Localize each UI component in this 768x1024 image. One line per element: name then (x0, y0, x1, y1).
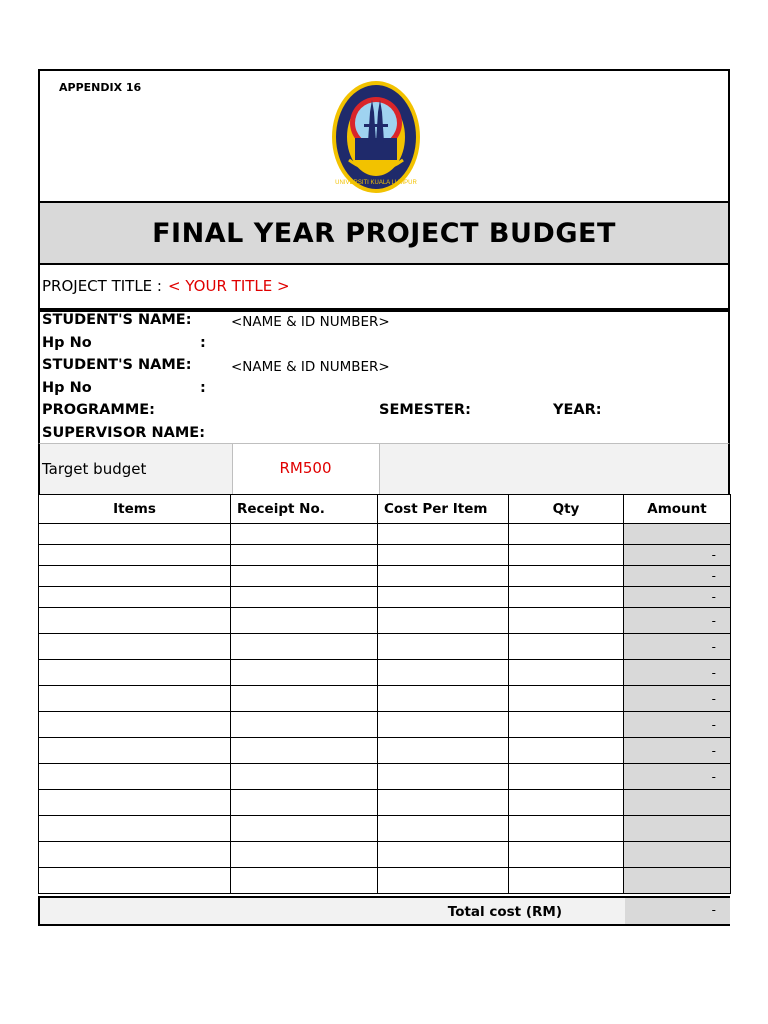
amount-cell: - (624, 686, 731, 712)
amount-cell (624, 524, 731, 545)
table-row (39, 816, 731, 842)
qty-cell[interactable] (509, 790, 624, 816)
receipt-cell[interactable] (231, 608, 378, 634)
year-label: YEAR: (553, 402, 602, 418)
item-cell[interactable] (39, 738, 231, 764)
qty-cell[interactable] (509, 524, 624, 545)
item-cell[interactable] (39, 816, 231, 842)
item-cell[interactable] (39, 790, 231, 816)
cost-cell[interactable] (378, 764, 509, 790)
cost-cell[interactable] (378, 634, 509, 660)
cost-cell[interactable] (378, 738, 509, 764)
cost-cell[interactable] (378, 587, 509, 608)
project-title-value[interactable]: < YOUR TITLE > (168, 277, 290, 295)
item-cell[interactable] (39, 634, 231, 660)
amount-cell: - (624, 608, 731, 634)
budget-form (38, 69, 730, 926)
amount-cell: - (624, 634, 731, 660)
university-logo-icon (331, 80, 421, 194)
project-title-label: PROJECT TITLE : (42, 277, 162, 295)
item-cell[interactable] (39, 608, 231, 634)
supervisor-label: SUPERVISOR NAME: (42, 425, 206, 441)
table-row (39, 608, 731, 634)
cost-cell[interactable] (378, 712, 509, 738)
target-budget-row (38, 443, 730, 495)
item-cell[interactable] (39, 566, 231, 587)
hp2-colon: : (200, 380, 206, 396)
divider (379, 444, 380, 494)
item-cell[interactable] (39, 842, 231, 868)
item-cell[interactable] (39, 545, 231, 566)
amount-cell: - (624, 545, 731, 566)
table-row (39, 842, 731, 868)
qty-cell[interactable] (509, 634, 624, 660)
receipt-cell[interactable] (231, 790, 378, 816)
receipt-cell[interactable] (231, 738, 378, 764)
table-row (39, 686, 731, 712)
student1-name-label: STUDENT'S NAME: (42, 312, 192, 328)
receipt-cell[interactable] (231, 634, 378, 660)
appendix-label: APPENDIX 16 (59, 81, 142, 94)
amount-cell (624, 790, 731, 816)
col-header-receipt: Receipt No. (231, 495, 378, 524)
qty-cell[interactable] (509, 587, 624, 608)
cost-cell[interactable] (378, 790, 509, 816)
receipt-cell[interactable] (231, 524, 378, 545)
cost-cell[interactable] (378, 524, 509, 545)
qty-cell[interactable] (509, 608, 624, 634)
qty-cell[interactable] (509, 545, 624, 566)
table-row (39, 660, 731, 686)
semester-label: SEMESTER: (379, 402, 471, 418)
item-cell[interactable] (39, 764, 231, 790)
page-title: FINAL YEAR PROJECT BUDGET (38, 201, 730, 265)
amount-cell (624, 816, 731, 842)
student2-name-value[interactable]: <NAME & ID NUMBER> (231, 359, 390, 375)
table-row (39, 712, 731, 738)
receipt-cell[interactable] (231, 545, 378, 566)
cost-cell[interactable] (378, 566, 509, 587)
receipt-cell[interactable] (231, 764, 378, 790)
receipt-cell[interactable] (231, 712, 378, 738)
amount-cell: - (624, 738, 731, 764)
table-row (39, 764, 731, 790)
amount-cell: - (624, 660, 731, 686)
qty-cell[interactable] (509, 764, 624, 790)
qty-cell[interactable] (509, 686, 624, 712)
qty-cell[interactable] (509, 738, 624, 764)
table-row (39, 634, 731, 660)
cost-cell[interactable] (378, 816, 509, 842)
table-row (39, 738, 731, 764)
target-budget-value[interactable]: RM500 (279, 459, 332, 477)
table-row (39, 524, 731, 545)
col-header-qty: Qty (509, 495, 624, 524)
receipt-cell[interactable] (231, 816, 378, 842)
amount-cell: - (624, 712, 731, 738)
col-header-cost: Cost Per Item (378, 495, 509, 524)
student1-name-value[interactable]: <NAME & ID NUMBER> (231, 314, 390, 330)
table-row (39, 868, 731, 894)
student2-name-label: STUDENT'S NAME: (42, 357, 192, 373)
receipt-cell[interactable] (231, 660, 378, 686)
item-cell[interactable] (39, 587, 231, 608)
qty-cell[interactable] (509, 868, 624, 894)
target-budget-label: Target budget (42, 460, 147, 478)
total-label: Total cost (RM) (447, 904, 562, 920)
qty-cell[interactable] (509, 660, 624, 686)
receipt-cell[interactable] (231, 566, 378, 587)
cost-cell[interactable] (378, 608, 509, 634)
receipt-cell[interactable] (231, 587, 378, 608)
receipt-cell[interactable] (231, 842, 378, 868)
hp1-label: Hp No (42, 335, 92, 351)
hp1-colon: : (200, 335, 206, 351)
cost-cell[interactable] (378, 842, 509, 868)
cost-cell[interactable] (378, 660, 509, 686)
item-cell[interactable] (39, 524, 231, 545)
table-row (39, 566, 731, 587)
amount-cell: - (624, 764, 731, 790)
total-row (38, 896, 730, 926)
receipt-cell[interactable] (231, 868, 378, 894)
item-cell[interactable] (39, 686, 231, 712)
qty-cell[interactable] (509, 566, 624, 587)
receipt-cell[interactable] (231, 686, 378, 712)
item-cell[interactable] (39, 712, 231, 738)
project-title-row (38, 264, 730, 310)
item-cell[interactable] (39, 868, 231, 894)
table-row (39, 790, 731, 816)
qty-cell[interactable] (509, 712, 624, 738)
budget-table (38, 494, 731, 894)
form-header (38, 69, 730, 203)
svg-text:UNIVERSITI KUALA LUMPUR: UNIVERSITI KUALA LUMPUR (335, 180, 417, 186)
hp2-label: Hp No (42, 380, 92, 396)
amount-cell (624, 868, 731, 894)
programme-label: PROGRAMME: (42, 402, 155, 418)
qty-cell[interactable] (509, 842, 624, 868)
qty-cell[interactable] (509, 816, 624, 842)
cost-cell[interactable] (378, 545, 509, 566)
total-amount: - (625, 898, 730, 924)
col-header-amount: Amount (624, 495, 731, 524)
student-details (38, 310, 730, 443)
table-row (39, 545, 731, 566)
col-header-items: Items (39, 495, 231, 524)
table-header-row (39, 495, 731, 524)
amount-cell: - (624, 587, 731, 608)
item-cell[interactable] (39, 660, 231, 686)
cost-cell[interactable] (378, 686, 509, 712)
cost-cell[interactable] (378, 868, 509, 894)
amount-cell: - (624, 566, 731, 587)
table-row (39, 587, 731, 608)
amount-cell (624, 842, 731, 868)
